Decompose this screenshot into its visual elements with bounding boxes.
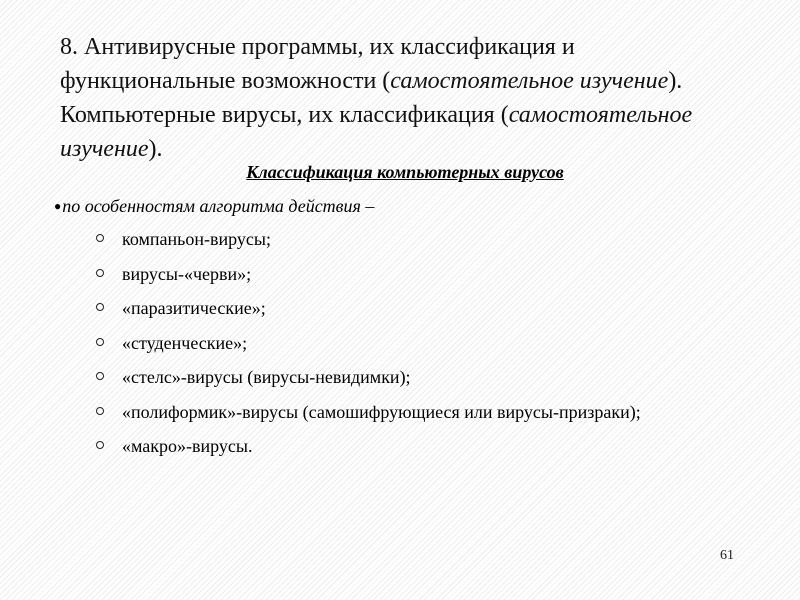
circle-bullet-icon — [96, 269, 104, 277]
circle-bullet-icon — [96, 407, 104, 415]
list-item-text: компаньон-вирусы; — [122, 229, 271, 249]
page-number: 61 — [720, 548, 734, 563]
list-item-text: вирусы-«черви»; — [122, 263, 252, 284]
list-item-text: «стелс»-вирусы (вирусы-невидимки); — [122, 367, 411, 387]
title-text: ). — [148, 136, 163, 162]
main-bullet-point — [54, 194, 374, 218]
list-item-text: «паразитические»; — [122, 298, 266, 318]
virus-type-list — [96, 227, 742, 469]
list-item-text: «макро»-вирусы. — [122, 436, 253, 456]
list-item — [96, 296, 742, 320]
section-heading: Классификация компьютерных вирусов — [246, 162, 564, 182]
main-bullet-text: по особенностям алгоритма действия – — [62, 196, 375, 216]
circle-bullet-icon — [96, 372, 104, 380]
list-item — [96, 331, 742, 355]
list-item — [96, 262, 742, 286]
title-text: 8. Антивирусные программы, их классификация и функциональные возможности ( — [60, 34, 575, 94]
list-item — [96, 400, 742, 424]
slide-title — [60, 30, 720, 166]
list-item-text: «студенческие»; — [122, 332, 248, 353]
list-item — [96, 434, 742, 458]
bullet-dot-icon: ● — [54, 199, 62, 213]
list-item — [96, 227, 742, 251]
title-italic-note: самостоятельное изучение — [60, 102, 693, 162]
circle-bullet-icon — [96, 338, 104, 346]
title-italic-note: самостоятельное изучение — [390, 68, 669, 94]
circle-bullet-icon — [96, 303, 104, 311]
title-text: ). Компьютерные вирусы, их классификация ( — [60, 68, 683, 128]
circle-bullet-icon — [96, 441, 104, 449]
list-item-text: «полиформик»-вирусы (самошифрующиеся или вирусы-призраки); — [122, 401, 641, 422]
circle-bullet-icon — [96, 234, 104, 242]
list-item — [96, 365, 742, 389]
